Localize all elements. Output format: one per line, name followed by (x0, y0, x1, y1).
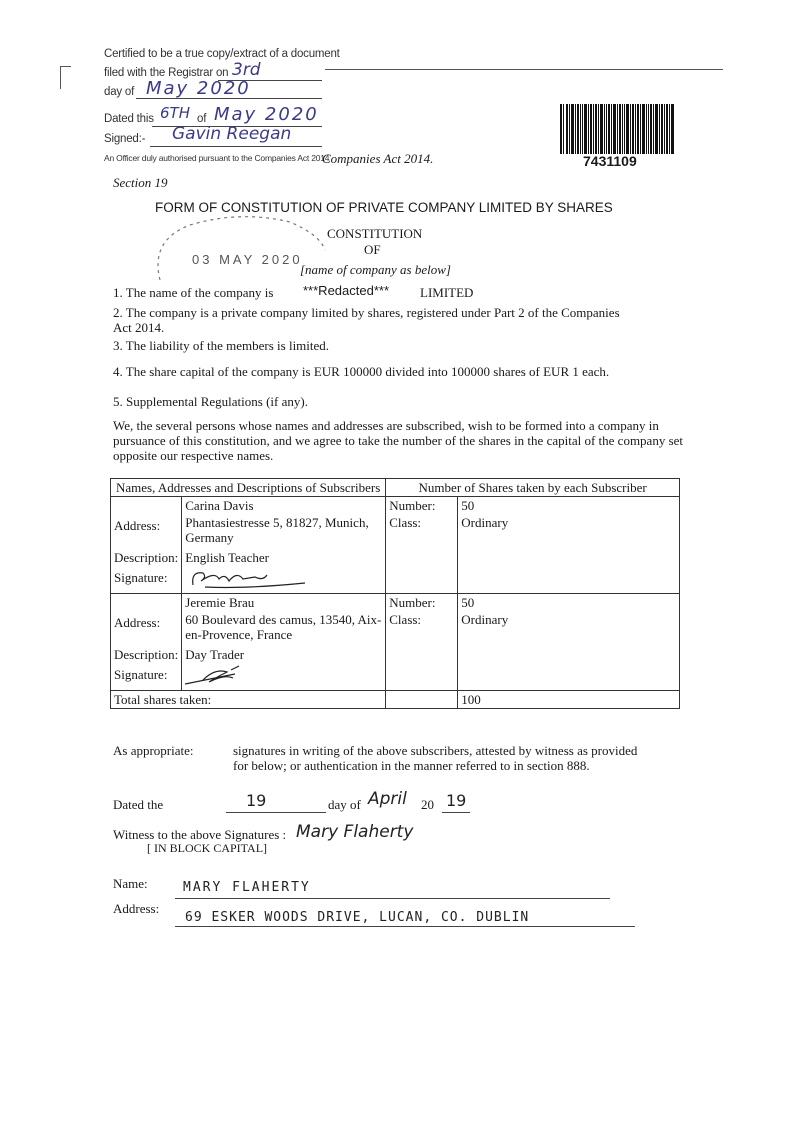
dated-label: Dated the (113, 797, 164, 812)
subscriber-signature (185, 567, 325, 589)
constitution-heading: CONSTITUTION (327, 226, 423, 241)
filed-day: 3rd (232, 60, 261, 80)
signed-line (150, 146, 322, 147)
clause-1-suffix: LIMITED (420, 285, 474, 300)
section-label: Section 19 (113, 175, 168, 190)
class-label: Class: (386, 514, 458, 546)
appropriate-line-1: signatures in writing of the above subscribers, attested by witness as provided (233, 743, 638, 758)
subscriber-name: Jeremie Brau (182, 594, 386, 612)
signed-label: Signed:- (104, 133, 146, 145)
class-label: Class: (386, 611, 458, 643)
form-title: FORM OF CONSTITUTION OF PRIVATE COMPANY LIMITED BY SHARES (155, 200, 613, 215)
dated-day-value: 19 (246, 791, 267, 810)
total-value: 100 (458, 691, 680, 709)
description-label: Description: (111, 546, 182, 566)
appropriate-line-2: for below; or authentication in the manner referred to in section 888. (233, 758, 590, 773)
dated-year-line (442, 812, 470, 813)
table-row (111, 643, 680, 663)
clause-2-line-2: Act 2014. (113, 320, 165, 335)
clause-1-prefix: 1. The name of the company is (113, 285, 274, 300)
certification-line-1: Certified to be a true copy/extract of a document (104, 48, 340, 60)
subscriber-class: Ordinary (458, 514, 680, 546)
dated-year-suffix: 19 (446, 791, 467, 810)
signature-cell (182, 566, 386, 594)
dated-month-value: April (368, 789, 407, 809)
witness-signature: Mary Flaherty (296, 822, 414, 842)
agreement-line-2: pursuance of this constitution, and we agree to take the number of the shares in the capital of the company set (113, 433, 684, 448)
table-row (111, 566, 680, 594)
witness-address-line (175, 926, 635, 927)
number-label: Number: (386, 594, 458, 612)
dated-day-of: day of (328, 797, 361, 812)
appropriate-label: As appropriate: (113, 743, 194, 758)
agreement-line-3: opposite our respective names. (113, 448, 274, 463)
dated-of-label: of (197, 113, 207, 125)
signature-cell (182, 663, 386, 691)
header-subscribers: Names, Addresses and Descriptions of Subscribers (111, 479, 386, 497)
clause-3: 3. The liability of the members is limited. (113, 338, 330, 353)
header-shares: Number of Shares taken by each Subscriber (386, 479, 680, 497)
address-label: Address: (111, 514, 182, 546)
signature-label: Signature: (111, 663, 182, 691)
subscriber-description: English Teacher (182, 546, 386, 566)
top-rule (325, 69, 723, 70)
address-label: Address: (111, 611, 182, 643)
description-label: Description: (111, 643, 182, 663)
clause-5: 5. Supplemental Regulations (if any). (113, 394, 308, 409)
stamp-date: 03 MAY 2020 (192, 252, 303, 267)
witness-name-line (175, 898, 610, 899)
filed-month-line (136, 98, 322, 99)
number-label: Number: (386, 497, 458, 515)
table-row (111, 594, 680, 612)
subscriber-signature (185, 664, 325, 686)
subscriber-number: 50 (458, 594, 680, 612)
barcode (560, 104, 676, 154)
left-margin-bracket (60, 66, 71, 89)
of-heading: OF (364, 242, 381, 257)
witness-address-value: 69 ESKER WOODS DRIVE, LUCAN, CO. DUBLIN (185, 910, 530, 925)
filed-month-year: May 2020 (146, 78, 251, 99)
table-row (111, 546, 680, 566)
company-name: ***Redacted*** (303, 283, 390, 298)
witness-label: Witness to the above Signatures : (113, 827, 287, 842)
barcode-number: 7431109 (583, 153, 637, 169)
received-stamp (140, 210, 330, 290)
table-total-row (111, 691, 680, 709)
witness-name-value: MARY FLAHERTY (183, 880, 311, 895)
dated-day-line (226, 812, 326, 813)
subscribers-table (110, 478, 680, 709)
officer-text: An Officer duly authorised pursuant to the Companies Act 2014 (104, 153, 330, 163)
certification-line-2: filed with the Registrar on (104, 67, 229, 79)
agreement-line-1: We, the several persons whose names and addresses are subscribed, wish to be formed into a company in (113, 418, 659, 433)
witness-address-label: Address: (113, 901, 160, 916)
block-capital-note: [ IN BLOCK CAPITAL] (147, 841, 268, 855)
total-label: Total shares taken: (111, 691, 386, 709)
dated-year-prefix: 20 (421, 797, 434, 812)
witness-name-label: Name: (113, 876, 148, 891)
subscriber-name: Carina Davis (182, 497, 386, 515)
subscriber-description: Day Trader (182, 643, 386, 663)
clause-2-line-1: 2. The company is a private company limited by shares, registered under Part 2 of the Companies (113, 305, 620, 320)
signed-signature: Gavin Reegan (172, 124, 292, 144)
subscriber-number: 50 (458, 497, 680, 515)
table-row (111, 497, 680, 515)
table-row (111, 514, 680, 546)
clause-4: 4. The share capital of the company is EUR 100000 divided into 100000 shares of EUR 1 each. (113, 364, 610, 379)
certification-line-3: day of (104, 86, 135, 98)
subscriber-class: Ordinary (458, 611, 680, 643)
table-header-row (111, 479, 680, 497)
subscriber-address: Phantasiestresse 5, 81827, Munich, Germany (182, 514, 386, 546)
signature-label: Signature: (111, 566, 182, 594)
table-row (111, 663, 680, 691)
subscriber-address: 60 Boulevard des camus, 13540, Aix-en-Provence, France (182, 611, 386, 643)
dated-month-year: May 2020 (214, 104, 319, 125)
table-row (111, 611, 680, 643)
act-text: Companies Act 2014. (322, 151, 434, 166)
name-note: [name of company as below] (300, 262, 451, 277)
dated-this-label: Dated this (104, 113, 154, 125)
dated-day: 6TH (160, 104, 190, 122)
